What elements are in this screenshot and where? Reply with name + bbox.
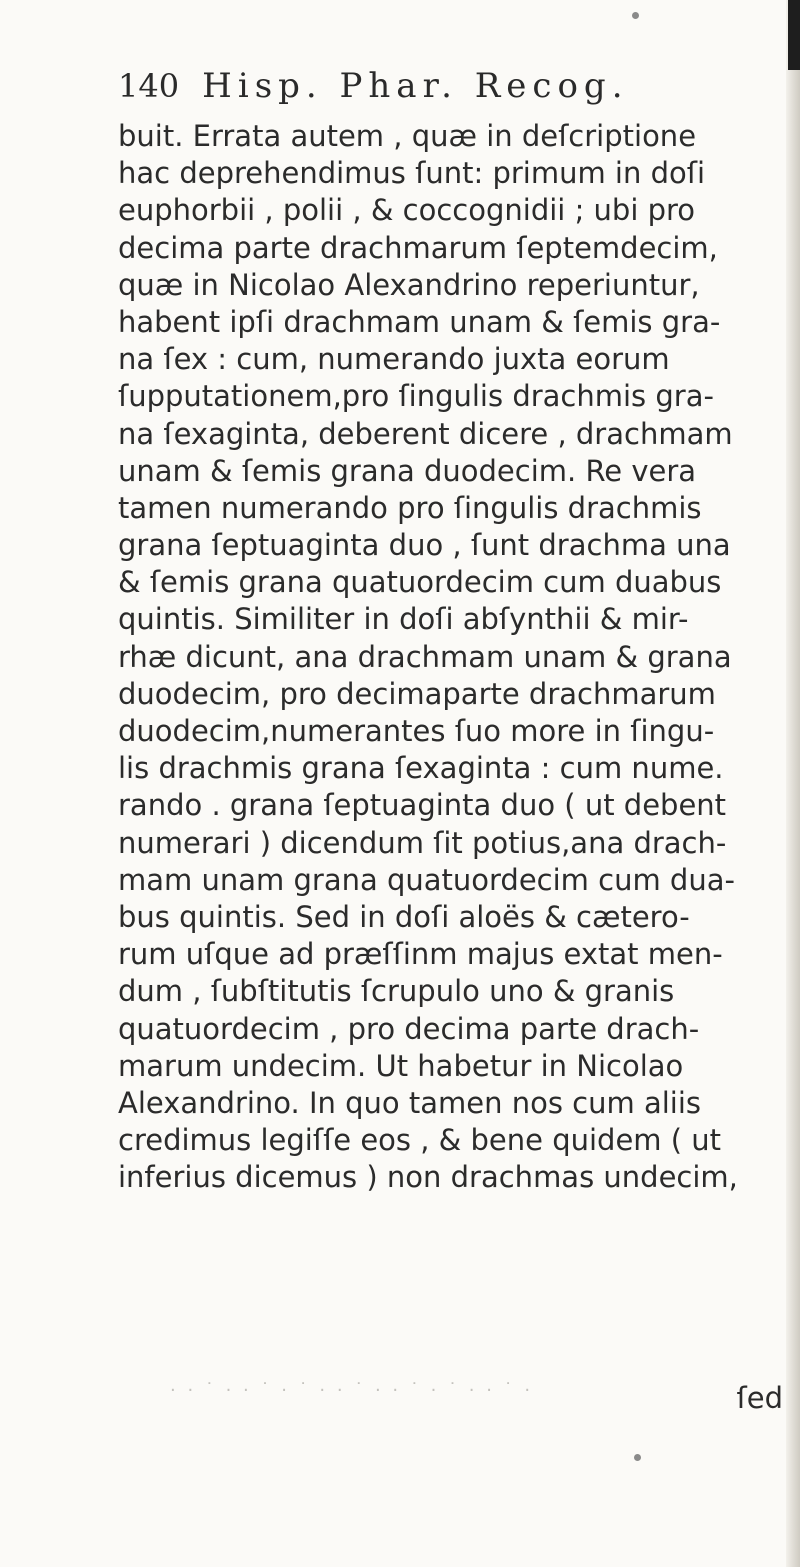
text-line: dum , ſubſtitutis ſcrupulo uno & granis <box>118 974 675 1009</box>
text-line: na ſex : cum, numerando juxta eorum <box>118 342 670 377</box>
text-line: duodecim, pro decimaparte drachmarum <box>118 676 716 711</box>
text-line: lis drachmis grana ſexaginta : cum nume. <box>118 751 724 786</box>
text-line: Alexandrino. In quo tamen nos cum aliis <box>118 1085 702 1120</box>
text-line: rhæ dicunt, ana drachmam unam & grana <box>118 639 732 674</box>
text-line: credimus legiſſe eos , & bene quidem ( ut <box>118 1123 722 1158</box>
text-line: duodecim,numerantes ſuo more in ſingu- <box>118 714 715 748</box>
text-line: quæ in Nicolao Alexandrino reperiuntur, <box>118 267 700 302</box>
text-line: grana ſeptuaginta duo , ſunt drachma una <box>118 528 731 563</box>
text-line: quatuordecim , pro decima parte drach- <box>118 1011 700 1046</box>
text-line: quintis. Similiter in doſi abſynthii & mir- <box>118 602 689 637</box>
show-through-marks: · · ˙ · · ˙ · ˙ · · ˙ · · ˙ · ˙ · · ˙ · <box>170 1380 534 1401</box>
ink-speck-top <box>632 12 639 19</box>
text-line: tamen numerando pro ſingulis drachmis <box>118 490 702 525</box>
text-line: numerari ) dicendum ſit potius,ana drach- <box>118 825 727 860</box>
body-text <box>118 118 783 1196</box>
text-line: hac deprehendimus ſunt: primum in doſi <box>118 156 706 191</box>
text-line: marum undecim. Ut habetur in Nicolao <box>118 1048 684 1083</box>
text-line: buit. Errata autem , quæ in deſcriptione <box>118 119 697 153</box>
text-line: ſupputationem,pro ſingulis drachmis gra- <box>118 379 714 414</box>
catchword: ſed <box>736 1381 783 1415</box>
ink-speck-bottom <box>634 1454 641 1461</box>
text-line: euphorbii , polii , & coccognidii ; ubi pro <box>118 193 696 228</box>
text-line: na ſexaginta, deberent dicere , drachmam <box>118 416 733 451</box>
text-line: mam unam grana quatuordecim cum dua- <box>118 862 735 897</box>
text-line: rando . grana ſeptuaginta duo ( ut debent <box>118 788 727 823</box>
page-header <box>118 66 758 118</box>
text-line: habent ipſi drachmam unam & ſemis gra- <box>118 304 721 339</box>
text-line: rum uſque ad præſſinm majus extat men- <box>118 937 723 972</box>
binding-tab <box>788 0 800 70</box>
text-line: unam & ſemis grana duodecim. Re vera <box>118 453 697 488</box>
text-line: inferius dicemus ) non drachmas undecim, <box>118 1160 738 1195</box>
text-line: bus quintis. Sed in doſi aloës & cætero- <box>118 899 690 934</box>
running-head: Hisp. Phar. Recog. <box>202 66 629 106</box>
text-line: & ſemis grana quatuordecim cum duabus <box>118 565 722 600</box>
page-number: 140 <box>118 67 180 105</box>
page-edge <box>786 0 800 1567</box>
text-line: decima parte drachmarum ſeptemdecim, <box>118 230 718 265</box>
